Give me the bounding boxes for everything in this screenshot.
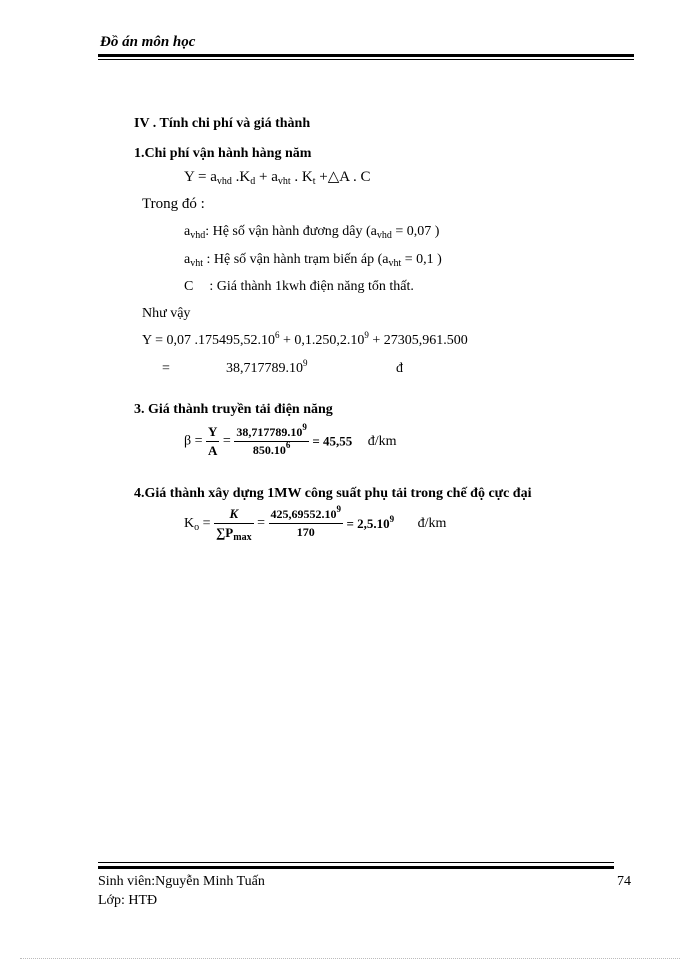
- part3-equals: =: [222, 433, 231, 449]
- formula-sub-d: d: [250, 176, 256, 187]
- calc-part-a: Y = 0,07 .175495,52.10: [142, 333, 275, 348]
- part4-equals: =: [257, 515, 265, 531]
- fraction-a: A: [208, 443, 218, 458]
- beta-symbol: β =: [184, 433, 203, 449]
- def1-text: : Hệ số vận hành đương dây (a: [205, 224, 377, 239]
- sigma-sub: max: [233, 532, 252, 543]
- fraction4-numerator: [269, 504, 344, 524]
- part3-unit: đ/km: [367, 433, 397, 449]
- denominator-exp: 6: [285, 440, 291, 450]
- part1-heading: 1.Chi phí vận hành hàng năm: [134, 146, 312, 161]
- def2-value: = 0,1 ): [401, 252, 442, 267]
- fraction-value-denominator: [234, 442, 309, 458]
- ko-equals: =: [199, 515, 211, 531]
- def1-text-sub: vhd: [376, 230, 392, 241]
- part1-formula: [184, 167, 371, 186]
- def3-text: : Giá thành 1kwh điện năng tổn thất.: [209, 279, 414, 294]
- part4-heading: 4.Giá thành xây dựng 1MW công suất phụ tải trong chế độ cực đại: [134, 486, 532, 501]
- footer-page-number: 74: [617, 874, 631, 889]
- def1-symbol-sub: vhd: [190, 230, 206, 241]
- fraction-y-over-a: [206, 424, 219, 459]
- footer-rule-thin: [98, 862, 614, 863]
- formula-plus-a: + a: [255, 169, 278, 185]
- result-unit: đ: [396, 361, 403, 376]
- calc-exp-b: 9: [364, 330, 369, 340]
- result-value: [226, 358, 308, 377]
- section-heading: IV . Tính chi phí và giá thành: [134, 116, 311, 131]
- def3-symbol: C: [184, 279, 194, 294]
- part4-unit: đ/km: [417, 515, 447, 531]
- def1-value: = 0,07 ): [391, 224, 440, 239]
- header-rule-thin: [98, 59, 634, 60]
- formula-y: Y = a: [184, 169, 217, 185]
- result-exp: 9: [303, 358, 308, 368]
- def2-symbol-sub: vht: [190, 258, 203, 269]
- ko-symbol: [184, 516, 211, 531]
- def2-symbol: a: [184, 252, 191, 267]
- formula-tail: +△A . C: [315, 169, 371, 185]
- denominator-mantissa: 850.10: [252, 443, 286, 457]
- footer-student: Sinh viên:Nguyễn Minh Tuấn: [98, 874, 265, 889]
- numerator-exp: 9: [302, 422, 307, 432]
- calculation-line: [142, 330, 468, 349]
- trong-do-label: Trong đó :: [142, 196, 205, 212]
- header-title: Đồ án môn học: [100, 34, 196, 50]
- part4-formula: [184, 506, 446, 541]
- formula-sub-t: t: [312, 176, 316, 187]
- numerator4-exp: 9: [336, 504, 341, 514]
- fraction-value-numerator: [234, 422, 309, 442]
- formula-kt: . K: [290, 169, 313, 185]
- definition-c: [184, 279, 414, 295]
- definition-avht: [184, 252, 442, 268]
- calc-part-c: + 27305,961.500: [368, 333, 468, 348]
- header-rule-thick: [98, 54, 634, 57]
- footer-class: Lớp: HTĐ: [98, 893, 158, 908]
- fraction-k: K: [214, 506, 254, 524]
- part4-result-exp: 9: [389, 513, 395, 524]
- part4-result-mantissa: = 2,5.10: [346, 515, 390, 531]
- def2-text-sub: vht: [388, 258, 402, 269]
- numerator4-mantissa: 425,69552.10: [270, 507, 337, 521]
- sigma-p: ∑P: [216, 525, 234, 540]
- part3-formula: [184, 424, 397, 459]
- page-edge-dotted-line: [20, 958, 680, 959]
- footer-rule-thick: [98, 866, 614, 869]
- part3-result: = 45,55: [312, 433, 353, 449]
- fraction-values: [234, 422, 309, 458]
- numerator-mantissa: 38,717789.10: [236, 425, 303, 439]
- def2-text: : Hệ số vận hành trạm biến áp (a: [203, 252, 389, 267]
- fraction-values-4: [269, 504, 344, 540]
- part4-result: [346, 513, 395, 531]
- result-mantissa: 38,717789.10: [226, 361, 303, 376]
- formula-sub-vhd: vhd: [216, 176, 232, 187]
- definition-avhd: [184, 224, 439, 240]
- formula-kd: .K: [231, 169, 251, 185]
- calc-exp-a: 6: [275, 330, 280, 340]
- fraction-sum-pmax: [214, 524, 254, 541]
- part3-heading: 3. Giá thành truyền tải điện năng: [134, 402, 333, 417]
- ko-sub: o: [194, 521, 200, 533]
- formula-sub-vht: vht: [277, 176, 291, 187]
- fraction-k-over-sum: [214, 506, 254, 541]
- ko-k: K: [184, 515, 195, 531]
- calc-part-b: + 0,1.250,2.10: [279, 333, 365, 348]
- fraction-y: Y: [206, 424, 219, 442]
- def1-symbol: a: [184, 224, 191, 239]
- result-equals: =: [162, 361, 170, 376]
- fraction4-denominator: 170: [296, 525, 315, 539]
- nhu-vay-label: Như vậy: [142, 306, 191, 321]
